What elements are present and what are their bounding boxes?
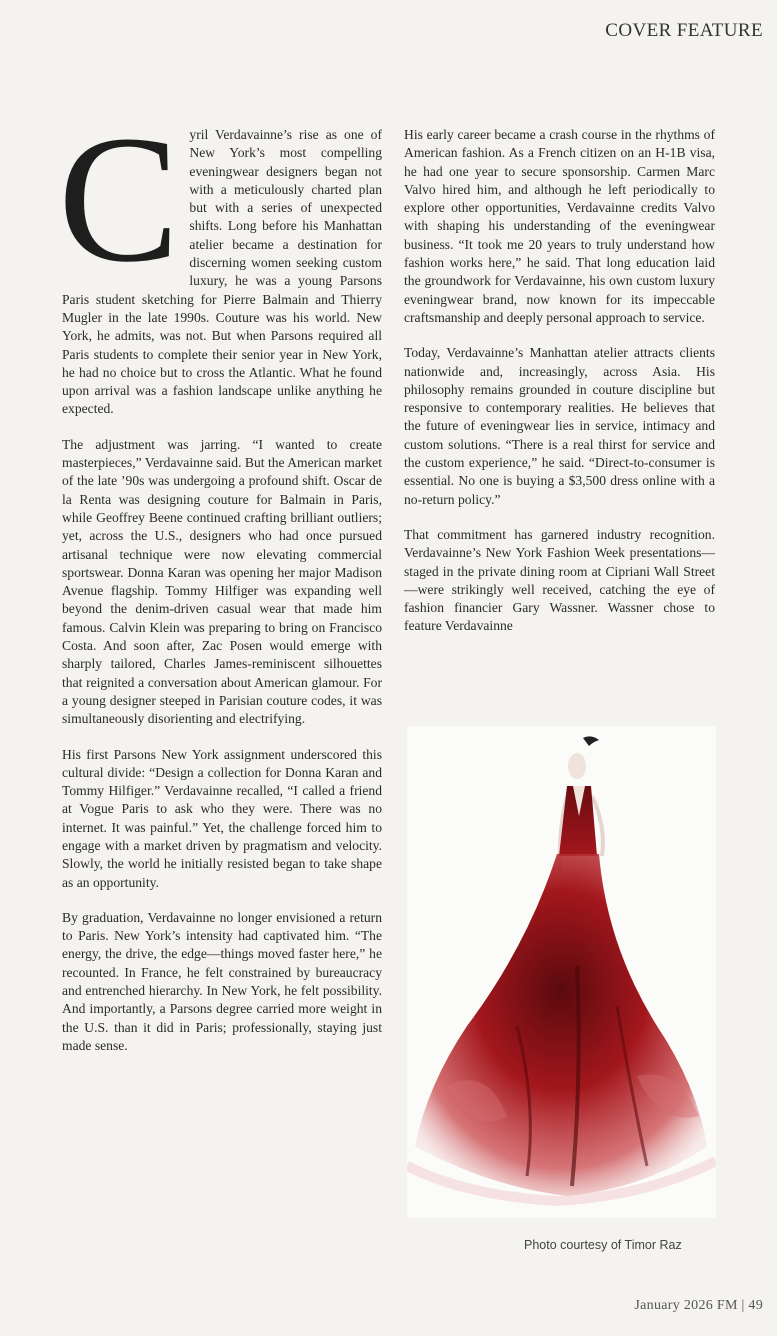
article-paragraph: That commitment has garnered industry recognition. Verdavainne’s New York Fashion Week presentations—staged in the private dining room at Cipriani Wall Street—were strikingly well received, catching the eye of fashion financier Gary Wassner. Wassner chose to feature Verdavainne [404,526,715,634]
article-paragraph: His first Parsons New York assignment underscored this cultural divide: “Design a collection for Donna Karan and Tommy Hilfiger.” Verdavainne recalled, “I called a friend at Vogue Paris to ask who they were. There was no internet. It was painful.” Yet, the challenge forced him to engage with a market driven by pragmatism and velocity. Slowly, the world he initially resisted began to take shape as an opportunity. [62,746,382,890]
article-paragraph: The adjustment was jarring. “I wanted to create masterpieces,” Verdavainne said. But the American market of the late ’90s was undergoing a profound shift. Oscar de la Renta was designing couture for Balmain in Paris, while Geoffrey Beene continued crafting brilliant outliers; yet, across the U.S., designers who had once pursued artisanal technique were now elevating commercial sportswear. Donna Karan was opening her major Madison Avenue flagship. Tommy Hilfiger was expanding well beyond the denim-driven casual wear that made him famous. Calvin Klein was preparing to bring on Francisco Costa. And soon after, Zac Posen would emerge with sharply tailored, Charles James-reminiscent silhouettes that reignited a conversation about American glamour. For a young designer steeped in Parisian couture codes, it was simultaneously disorienting and electrifying. [62,436,382,727]
photo-caption: Photo courtesy of Timor Raz [524,1238,682,1252]
drop-cap: C [58,99,180,300]
article-paragraph [58,99,382,419]
right-column [404,126,715,653]
page-folio: January 2026 FM | 49 [634,1298,763,1313]
paragraph-text: yril Verdavainne’s rise as one of New York’s most compelling eveningwear designers began not with a meticulously charted plan but with a series of unexpected shifts. Long before his Manhattan atelier became a destination for discerning women seeking custom luxury, he was a young Parsons Paris student sketching for Pierre Balmain and Thierry Mugler in the late 1990s. Couture was his world. New York, he admits, was not. But when Parsons required all Paris students to complete their senior year in New York, he had no choice but to cross the Atlantic. What he found upon arrival was a fashion landscape unlike anything he expected. [62,127,382,417]
article-paragraph: By graduation, Verdavainne no longer envisioned a return to Paris. New York’s intensity had captivated him. “The energy, the drive, the edge—things moved faster here,” he recounted. In France, he felt constrained by bureaucracy and entrenched hierarchy. In New York, he felt possibility. And importantly, a Parsons degree carried more weight in the U.S. than it did in Paris; professionally, staying just made sense. [62,909,382,1053]
section-label: COVER FEATURE [605,20,763,41]
article-paragraph: His early career became a crash course in the rhythms of American fashion. As a French citizen on an H-1B visa, he had one year to secure sponsorship. Carmen Marc Valvo hired him, and although he left periodically to explore other opportunities, Verdavainne credits Valvo with shaping his understanding of the eveningwear business. “It took me 20 years to truly understand how fashion works here,” he said. That long education laid the groundwork for Verdavainne, his own custom luxury eveningwear brand, now known for its impeccable craftsmanship and deeply personal approach to service. [404,127,715,325]
article-paragraph: Today, Verdavainne’s Manhattan atelier attracts clients nationwide and, increasingly, across Asia. His philosophy remains grounded in couture discipline but responsive to contemporary realities. He believes that the future of eveningwear lies in service, intimacy and custom solutions. “There is a real thirst for service and the custom experience,” he said. “Direct-to-consumer is essential. No one is buying a $3,500 dress online with a no-return policy.” [404,345,715,507]
left-column [58,99,382,1072]
gown-illustration-icon [407,726,716,1218]
fashion-illustration [407,726,716,1218]
